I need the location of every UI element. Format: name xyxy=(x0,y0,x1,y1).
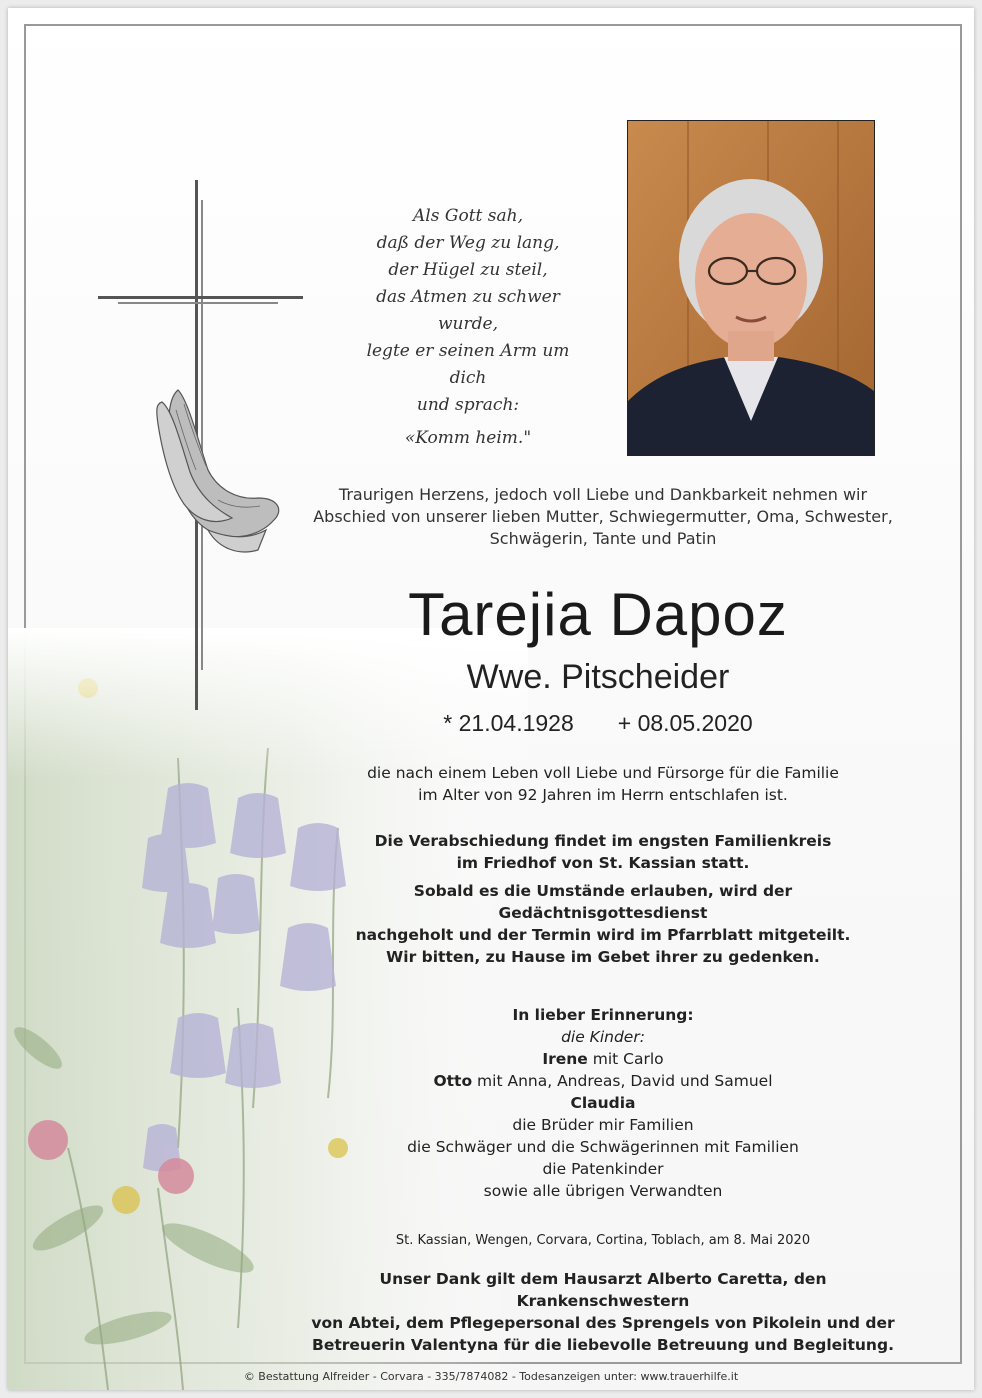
death-notice xyxy=(8,8,974,1390)
intro-line: Schwägerin, Tante und Patin xyxy=(489,529,717,548)
child-name: Otto xyxy=(433,1072,473,1090)
child-name: Claudia xyxy=(570,1094,636,1112)
poem-line: das Atmen zu schwer wurde, xyxy=(376,287,560,334)
children-label: die Kinder: xyxy=(561,1028,645,1046)
funeral-text xyxy=(308,830,898,874)
portrait-image xyxy=(628,121,874,455)
poem-closing: «Komm heim." xyxy=(404,428,532,448)
birth-date: * 21.04.1928 xyxy=(443,710,574,736)
thanks-line: Betreuerin Valentyna für die liebevolle Betreuung und Begleitung. xyxy=(312,1336,894,1354)
poem xyxy=(348,203,588,452)
child-partner: mit Carlo xyxy=(587,1050,664,1068)
funeral-line: Die Verabschiedung findet im engsten Familienkreis xyxy=(374,832,832,850)
child-name: Irene xyxy=(542,1050,588,1068)
deceased-name: Tarejia Dapoz xyxy=(408,581,788,648)
child-entry xyxy=(308,1048,898,1070)
death-date: + 08.05.2020 xyxy=(617,710,753,736)
poem-line: daß der Weg zu lang, xyxy=(376,233,560,253)
poem-line: Als Gott sah, xyxy=(413,206,523,226)
passing-text xyxy=(308,762,898,806)
passing-line: im Alter von 92 Jahren im Herrn entschlafen ist. xyxy=(418,786,788,804)
relative-line: die Schwäger und die Schwägerinnen mit Familien xyxy=(407,1138,799,1156)
place-and-date: St. Kassian, Wengen, Corvara, Cortina, Toblach, am 8. Mai 2020 xyxy=(395,1233,811,1248)
passing-line: die nach einem Leben voll Liebe und Fürsorge für die Familie xyxy=(367,764,839,782)
relative-line: die Brüder mir Familien xyxy=(512,1116,694,1134)
poem-line: und sprach: xyxy=(416,395,520,415)
portrait-photo xyxy=(627,120,875,456)
poem-line: legte er seinen Arm um dich xyxy=(366,341,570,388)
memorial-line: nachgeholt und der Termin wird im Pfarrblatt mitgeteilt. xyxy=(355,926,851,944)
memorial-line: Sobald es die Umstände erlauben, wird der Gedächtnisgottesdienst xyxy=(413,882,793,922)
memorial-text xyxy=(308,880,898,946)
praying-hands-icon xyxy=(148,380,286,558)
prayer-text: Wir bitten, zu Hause im Gebet ihrer zu gedenken. xyxy=(386,948,820,966)
intro-line: Traurigen Herzens, jedoch voll Liebe und Dankbarkeit nehmen wir xyxy=(338,485,868,504)
intro-line: Abschied von unserer lieben Mutter, Schwiegermutter, Oma, Schwester, xyxy=(313,507,893,526)
widow-of-name: Wwe. Pitscheider xyxy=(466,658,730,696)
relative-line: sowie alle übrigen Verwandten xyxy=(483,1182,723,1200)
thanks-line: von Abtei, dem Pflegepersonal des Sprengels von Pikolein und der xyxy=(311,1314,895,1332)
poem-line: der Hügel zu steil, xyxy=(388,260,548,280)
intro-text xyxy=(288,484,918,550)
footer-credit: © Bestattung Alfreider - Corvara - 335/7874082 - Todesanzeigen unter: www.trauerhilfe.it xyxy=(243,1370,739,1383)
relative-line: die Patenkinder xyxy=(542,1160,664,1178)
life-dates xyxy=(338,710,858,737)
thanks-text xyxy=(308,1268,898,1356)
thanks-line: Unser Dank gilt dem Hausarzt Alberto Caretta, den Krankenschwestern xyxy=(379,1270,827,1310)
child-partner: mit Anna, Andreas, David und Samuel xyxy=(472,1072,773,1090)
mourners-heading: In lieber Erinnerung: xyxy=(512,1006,694,1024)
child-entry xyxy=(308,1070,898,1092)
mourners-list xyxy=(308,1004,898,1202)
funeral-line: im Friedhof von St. Kassian statt. xyxy=(456,854,750,872)
